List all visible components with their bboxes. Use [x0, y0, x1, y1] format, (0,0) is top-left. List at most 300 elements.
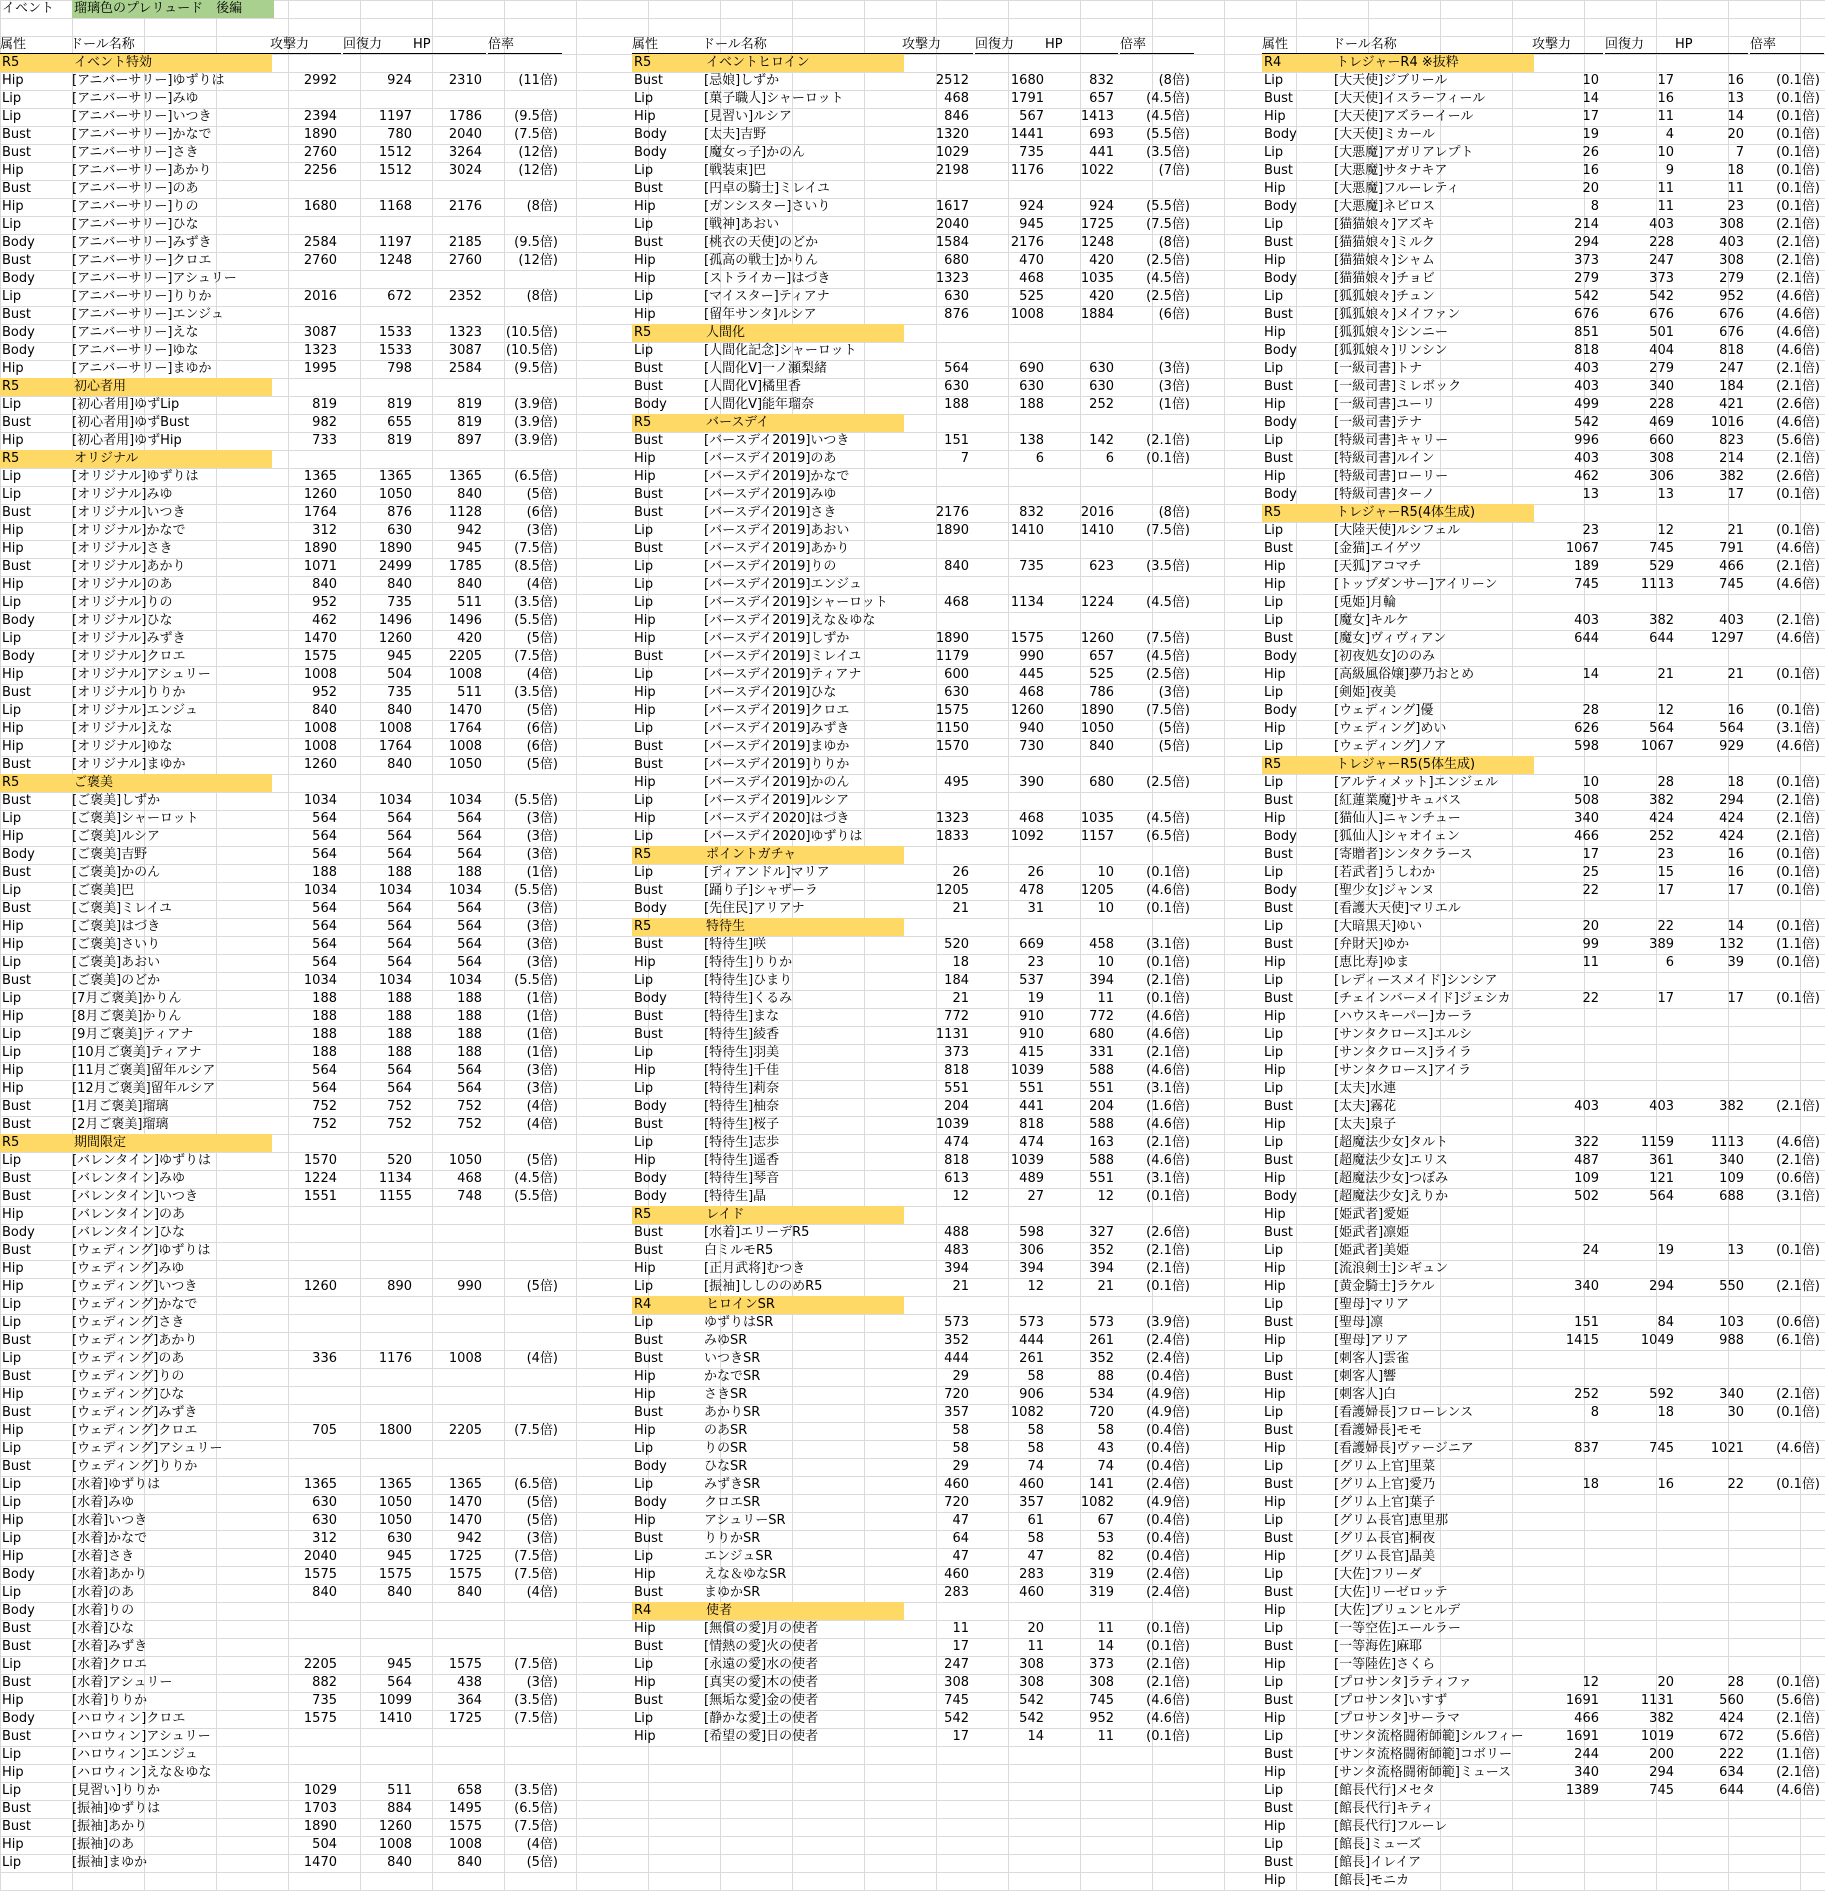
doll-name-cell[interactable]: [アニバーサリー]アシュリー	[72, 271, 237, 286]
recovery-cell[interactable]: 403	[1649, 217, 1674, 232]
multiplier-cell[interactable]	[490, 1386, 558, 1404]
attack-cell[interactable]: 818	[944, 1063, 969, 1078]
section-rarity-cell[interactable]: R4	[1262, 54, 1334, 72]
multiplier-cell[interactable]	[1752, 900, 1820, 918]
multiplier-cell[interactable]: (4倍)	[526, 667, 558, 682]
attack-cell[interactable]: 2256	[303, 163, 337, 178]
doll-name-cell[interactable]: [特級司書]ローリー	[1334, 469, 1449, 484]
recovery-cell[interactable]: 468	[1019, 685, 1044, 700]
hp-cell[interactable]: 247	[1719, 361, 1744, 376]
hp-cell[interactable]: 1575	[448, 1657, 482, 1672]
attack-cell[interactable]: 1764	[303, 505, 337, 520]
doll-name-cell[interactable]: [グリム長官]晶美	[1334, 1549, 1436, 1564]
attack-cell[interactable]: 1260	[303, 1279, 337, 1294]
doll-name-cell[interactable]: [2月ご褒美]瑠璃	[72, 1117, 169, 1132]
recovery-cell[interactable]: 6	[1665, 955, 1674, 970]
attribute-cell[interactable]: Bust	[2, 415, 32, 430]
doll-name-cell[interactable]: [1月ご褒美]瑠璃	[72, 1099, 169, 1114]
doll-name-cell[interactable]: [ウェディング]みゆ	[72, 1261, 185, 1276]
attribute-cell[interactable]: Lip	[634, 91, 654, 106]
doll-name-cell[interactable]: [バースデイ2019]りの	[704, 559, 837, 574]
multiplier-cell[interactable]: (5.5倍)	[514, 793, 558, 808]
doll-name-cell[interactable]: [アニバーサリー]あかり	[72, 163, 212, 178]
hp-cell[interactable]: 952	[1719, 289, 1744, 304]
recovery-cell[interactable]	[345, 1296, 412, 1314]
multiplier-cell[interactable]	[1752, 1602, 1820, 1620]
attribute-cell[interactable]: Bust	[2, 1099, 32, 1114]
hp-cell[interactable]	[1677, 1872, 1744, 1890]
doll-name-cell[interactable]: [ご褒美]吉野	[72, 847, 148, 862]
hp-cell[interactable]	[1677, 1350, 1744, 1368]
multiplier-cell[interactable]: (3.9倍)	[514, 397, 558, 412]
attack-cell[interactable]	[1534, 1566, 1599, 1584]
attack-cell[interactable]: 184	[944, 973, 969, 988]
recovery-cell[interactable]: 445	[1019, 667, 1044, 682]
attack-cell[interactable]: 1575	[303, 1567, 337, 1582]
attack-cell[interactable]: 403	[1574, 361, 1599, 376]
attack-cell[interactable]	[272, 1296, 337, 1314]
hp-cell[interactable]: 2205	[448, 1423, 482, 1438]
doll-name-cell[interactable]: [寄贈者]シンタクラース	[1334, 847, 1473, 862]
multiplier-cell[interactable]: (0.1倍)	[1776, 109, 1820, 124]
multiplier-cell[interactable]: (5倍)	[1158, 739, 1190, 754]
multiplier-cell[interactable]: (4.6倍)	[1146, 1153, 1190, 1168]
hp-cell[interactable]: 2584	[448, 361, 482, 376]
attack-cell[interactable]: 214	[1574, 217, 1599, 232]
recovery-cell[interactable]: 990	[1019, 649, 1044, 664]
doll-name-cell[interactable]: [一級司書]テナ	[1334, 415, 1423, 430]
recovery-cell[interactable]: 228	[1649, 397, 1674, 412]
recovery-cell[interactable]: 780	[387, 127, 412, 142]
doll-name-cell[interactable]: [バレンタイン]ひな	[72, 1225, 186, 1240]
hp-cell[interactable]: 103	[1719, 1315, 1744, 1330]
multiplier-cell[interactable]: (0.1倍)	[1776, 199, 1820, 214]
attribute-cell[interactable]: Bust	[1264, 901, 1294, 916]
doll-name-cell[interactable]: [特待生]ひまり	[704, 973, 793, 988]
multiplier-cell[interactable]: (3倍)	[526, 523, 558, 538]
multiplier-cell[interactable]: (5倍)	[526, 757, 558, 772]
recovery-cell[interactable]: 818	[1019, 1117, 1044, 1132]
multiplier-cell[interactable]: (0.1倍)	[1776, 775, 1820, 790]
attribute-cell[interactable]: Bust	[1264, 1153, 1294, 1168]
multiplier-cell[interactable]: (8倍)	[526, 199, 558, 214]
recovery-cell[interactable]: 19	[1657, 1243, 1674, 1258]
recovery-cell[interactable]	[345, 216, 412, 234]
attack-cell[interactable]: 10	[1582, 775, 1599, 790]
hp-cell[interactable]: 3264	[448, 145, 482, 160]
recovery-cell[interactable]: 21	[1657, 667, 1674, 682]
attack-cell[interactable]: 312	[312, 1531, 337, 1546]
doll-name-cell[interactable]: [水着]さき	[72, 1549, 135, 1564]
doll-name-cell[interactable]: [大佐]フリーダ	[1334, 1567, 1422, 1582]
hp-cell[interactable]: 1008	[448, 667, 482, 682]
attribute-cell[interactable]: Lip	[634, 559, 654, 574]
recovery-cell[interactable]: 564	[1649, 1189, 1674, 1204]
doll-name-cell[interactable]: りりかSR	[704, 1531, 761, 1546]
recovery-cell[interactable]	[977, 486, 1044, 504]
hp-cell[interactable]: 2352	[448, 289, 482, 304]
attack-cell[interactable]: 846	[944, 109, 969, 124]
hp-cell[interactable]	[1677, 1422, 1744, 1440]
multiplier-cell[interactable]: (3.1倍)	[1146, 1081, 1190, 1096]
attribute-cell[interactable]: Bust	[2, 757, 32, 772]
hp-cell[interactable]: 2760	[448, 253, 482, 268]
recovery-cell[interactable]: 1533	[378, 343, 412, 358]
attribute-cell[interactable]: Bust	[2, 1801, 32, 1816]
attack-cell[interactable]: 28	[1582, 703, 1599, 718]
hp-cell[interactable]: 1008	[448, 739, 482, 754]
hp-cell[interactable]	[1677, 1260, 1744, 1278]
attack-cell[interactable]	[272, 1458, 337, 1476]
hp-cell[interactable]: 1248	[1080, 235, 1114, 250]
attribute-cell[interactable]: Bust	[1264, 1369, 1294, 1384]
attribute-cell[interactable]: Hip	[2, 1261, 24, 1276]
attribute-cell[interactable]: Body	[2, 847, 35, 862]
hp-cell[interactable]: 630	[1089, 361, 1114, 376]
multiplier-cell[interactable]: (6倍)	[526, 505, 558, 520]
multiplier-cell[interactable]: (10.5倍)	[505, 325, 558, 340]
attribute-cell[interactable]: Hip	[2, 1009, 24, 1024]
doll-name-cell[interactable]: [バースデイ2019]まゆか	[704, 739, 850, 754]
attack-cell[interactable]: 488	[944, 1225, 969, 1240]
hp-cell[interactable]: 10	[1097, 901, 1114, 916]
multiplier-cell[interactable]: (3.5倍)	[1146, 559, 1190, 574]
doll-name-cell[interactable]: [ディアンドル]マリア	[704, 865, 830, 880]
recovery-cell[interactable]: 1050	[378, 487, 412, 502]
multiplier-cell[interactable]	[1752, 1638, 1820, 1656]
recovery-cell[interactable]: 11	[1657, 181, 1674, 196]
multiplier-cell[interactable]	[1752, 1224, 1820, 1242]
attack-cell[interactable]: 8	[1590, 199, 1599, 214]
hp-cell[interactable]: 23	[1727, 199, 1744, 214]
hp-cell[interactable]	[415, 1332, 482, 1350]
recovery-cell[interactable]: 1764	[378, 739, 412, 754]
recovery-cell[interactable]: 1410	[378, 1711, 412, 1726]
multiplier-cell[interactable]: (4倍)	[526, 1099, 558, 1114]
attack-cell[interactable]: 394	[944, 1261, 969, 1276]
hp-cell[interactable]: 132	[1719, 937, 1744, 952]
doll-name-cell[interactable]: [特待生]柚奈	[704, 1099, 780, 1114]
multiplier-cell[interactable]: (4倍)	[526, 577, 558, 592]
recovery-cell[interactable]: 1019	[1640, 1729, 1674, 1744]
attack-cell[interactable]: 308	[944, 1675, 969, 1690]
attribute-cell[interactable]: Hip	[634, 1729, 656, 1744]
hp-cell[interactable]: 819	[457, 415, 482, 430]
multiplier-cell[interactable]	[1752, 1584, 1820, 1602]
hp-cell[interactable]: 644	[1719, 1783, 1744, 1798]
doll-name-cell[interactable]: [ハロウィン]えな＆ゆな	[72, 1765, 212, 1780]
attribute-cell[interactable]: Bust	[634, 1585, 664, 1600]
doll-name-cell[interactable]: [狐仙人]シャオイェン	[1334, 829, 1460, 844]
attack-cell[interactable]	[1534, 1350, 1599, 1368]
attribute-cell[interactable]: Lip	[1264, 1621, 1284, 1636]
recovery-cell[interactable]: 1034	[378, 793, 412, 808]
recovery-cell[interactable]: 564	[387, 937, 412, 952]
attack-cell[interactable]: 630	[312, 1513, 337, 1528]
hp-cell[interactable]: 20	[1727, 127, 1744, 142]
attack-cell[interactable]: 551	[944, 1081, 969, 1096]
doll-name-cell[interactable]: [アニバーサリー]まゆか	[72, 361, 212, 376]
hp-cell[interactable]: 403	[1719, 235, 1744, 250]
cell-a1[interactable]: イベント	[2, 1, 55, 16]
attack-cell[interactable]: 14	[1582, 667, 1599, 682]
attribute-cell[interactable]: Lip	[634, 163, 654, 178]
attack-cell[interactable]: 1995	[303, 361, 337, 376]
attack-cell[interactable]: 252	[1574, 1387, 1599, 1402]
attack-cell[interactable]: 1575	[935, 703, 969, 718]
hp-cell[interactable]: 352	[1089, 1243, 1114, 1258]
hp-cell[interactable]: 17	[1727, 991, 1744, 1006]
attack-cell[interactable]: 952	[312, 595, 337, 610]
attribute-cell[interactable]: Lip	[1264, 1459, 1284, 1474]
recovery-cell[interactable]: 469	[1649, 415, 1674, 430]
hp-cell[interactable]	[1047, 756, 1114, 774]
multiplier-cell[interactable]: (2.1倍)	[1776, 793, 1820, 808]
multiplier-cell[interactable]	[1122, 756, 1190, 774]
multiplier-cell[interactable]	[490, 1440, 558, 1458]
hp-cell[interactable]: 2040	[448, 127, 482, 142]
multiplier-cell[interactable]: (2.1倍)	[1776, 1765, 1820, 1780]
multiplier-cell[interactable]	[1752, 1800, 1820, 1818]
hp-cell[interactable]: 14	[1727, 109, 1744, 124]
recovery-cell[interactable]: 529	[1649, 559, 1674, 574]
hp-cell[interactable]: 1113	[1710, 1135, 1744, 1150]
recovery-cell[interactable]	[345, 1314, 412, 1332]
doll-name-cell[interactable]: [人間化V]能年瑠奈	[704, 397, 815, 412]
attribute-cell[interactable]: Bust	[2, 1189, 32, 1204]
attack-cell[interactable]	[1534, 1062, 1599, 1080]
attribute-cell[interactable]: Hip	[1264, 1819, 1286, 1834]
hp-cell[interactable]: 1764	[448, 721, 482, 736]
attack-cell[interactable]: 352	[944, 1333, 969, 1348]
doll-name-cell[interactable]: あかりSR	[704, 1405, 761, 1420]
hp-cell[interactable]: 748	[457, 1189, 482, 1204]
recovery-cell[interactable]: 58	[1027, 1441, 1044, 1456]
attack-cell[interactable]: 403	[1574, 451, 1599, 466]
doll-name-cell[interactable]: [一等陸佐]さくら	[1334, 1657, 1436, 1672]
doll-name-cell[interactable]: [9月ご褒美]ティアナ	[72, 1027, 194, 1042]
doll-name-cell[interactable]: [金猫]エイゲツ	[1334, 541, 1422, 556]
attack-cell[interactable]: 564	[312, 937, 337, 952]
attack-cell[interactable]: 1029	[935, 145, 969, 160]
attribute-cell[interactable]: Bust	[634, 73, 664, 88]
hp-cell[interactable]: 676	[1719, 325, 1744, 340]
recovery-cell[interactable]: 573	[1019, 1315, 1044, 1330]
recovery-cell[interactable]	[1607, 1854, 1674, 1872]
attribute-cell[interactable]: Bust	[2, 1675, 32, 1690]
header-recovery[interactable]: 回復力	[975, 36, 1048, 54]
attack-cell[interactable]: 626	[1574, 721, 1599, 736]
attack-cell[interactable]: 26	[952, 865, 969, 880]
multiplier-cell[interactable]: (5.5倍)	[514, 1189, 558, 1204]
hp-cell[interactable]: 308	[1719, 253, 1744, 268]
recovery-cell[interactable]: 1575	[378, 1567, 412, 1582]
hp-cell[interactable]: 188	[457, 1009, 482, 1024]
attribute-cell[interactable]: Body	[2, 649, 35, 664]
header-multiplier[interactable]: 倍率	[1750, 36, 1824, 54]
hp-cell[interactable]: 720	[1089, 1405, 1114, 1420]
multiplier-cell[interactable]: (2.1倍)	[1776, 811, 1820, 826]
recovery-cell[interactable]	[1607, 1494, 1674, 1512]
recovery-cell[interactable]: 564	[387, 901, 412, 916]
recovery-cell[interactable]: 306	[1649, 469, 1674, 484]
doll-name-cell[interactable]: [館長代行]キティ	[1334, 1801, 1435, 1816]
recovery-cell[interactable]: 567	[1019, 109, 1044, 124]
attribute-cell[interactable]: Lip	[634, 973, 654, 988]
attack-cell[interactable]	[904, 756, 969, 774]
attribute-cell[interactable]: Hip	[2, 361, 24, 376]
recovery-cell[interactable]	[345, 1404, 412, 1422]
hp-cell[interactable]: 2310	[448, 73, 482, 88]
hp-cell[interactable]	[415, 1638, 482, 1656]
multiplier-cell[interactable]: (7.5倍)	[514, 541, 558, 556]
multiplier-cell[interactable]: (6.5倍)	[514, 1801, 558, 1816]
hp-cell[interactable]: 308	[1089, 1675, 1114, 1690]
hp-cell[interactable]: 534	[1089, 1387, 1114, 1402]
doll-name-cell[interactable]: [無垢な愛]金の使者	[704, 1693, 819, 1708]
doll-name-cell[interactable]: [マイスター]ティアナ	[704, 289, 830, 304]
hp-cell[interactable]: 403	[1719, 613, 1744, 628]
multiplier-cell[interactable]: (2.4倍)	[1146, 1567, 1190, 1582]
multiplier-cell[interactable]	[1752, 1116, 1820, 1134]
attribute-cell[interactable]: Lip	[2, 289, 22, 304]
recovery-cell[interactable]: 441	[1019, 1099, 1044, 1114]
recovery-cell[interactable]	[1607, 1008, 1674, 1026]
hp-cell[interactable]: 308	[1719, 217, 1744, 232]
multiplier-cell[interactable]: (8倍)	[1158, 235, 1190, 250]
doll-name-cell[interactable]: [アルティメット]エンジェル	[1334, 775, 1498, 790]
recovery-cell[interactable]: 470	[1019, 253, 1044, 268]
doll-name-cell[interactable]: [特待生]志歩	[704, 1135, 780, 1150]
multiplier-cell[interactable]: (8倍)	[526, 289, 558, 304]
multiplier-cell[interactable]: (4.6倍)	[1146, 1027, 1190, 1042]
recovery-cell[interactable]: 945	[387, 649, 412, 664]
recovery-cell[interactable]: 876	[387, 505, 412, 520]
multiplier-cell[interactable]	[1122, 576, 1190, 594]
attribute-cell[interactable]: Hip	[634, 307, 656, 322]
hp-cell[interactable]: 1786	[448, 109, 482, 124]
attack-cell[interactable]: 564	[944, 361, 969, 376]
doll-name-cell[interactable]: [水着]みゆ	[72, 1495, 135, 1510]
attribute-cell[interactable]: Bust	[2, 505, 32, 520]
recovery-cell[interactable]	[1607, 1260, 1674, 1278]
recovery-cell[interactable]: 16	[1657, 1477, 1674, 1492]
doll-name-cell[interactable]: 白ミルモR5	[704, 1243, 774, 1258]
attribute-cell[interactable]: Bust	[1264, 937, 1294, 952]
multiplier-cell[interactable]: (5.6倍)	[1776, 1693, 1820, 1708]
hp-cell[interactable]: 12	[1097, 1189, 1114, 1204]
attribute-cell[interactable]: Bust	[1264, 631, 1294, 646]
hp-cell[interactable]: 188	[457, 1027, 482, 1042]
recovery-cell[interactable]: 12	[1657, 523, 1674, 538]
multiplier-cell[interactable]: (2.1倍)	[1776, 451, 1820, 466]
doll-name-cell[interactable]: [バレンタイン]いつき	[72, 1189, 199, 1204]
attribute-cell[interactable]: Hip	[1264, 667, 1286, 682]
doll-name-cell[interactable]: [看護婦長]モモ	[1334, 1423, 1423, 1438]
multiplier-cell[interactable]	[1752, 1062, 1820, 1080]
recovery-cell[interactable]: 26	[1027, 865, 1044, 880]
section-title-cell[interactable]: 期間限定	[72, 1134, 272, 1152]
hp-cell[interactable]: 1323	[448, 325, 482, 340]
multiplier-cell[interactable]	[1752, 1530, 1820, 1548]
hp-cell[interactable]	[415, 1440, 482, 1458]
recovery-cell[interactable]	[1607, 1530, 1674, 1548]
attack-cell[interactable]: 1365	[303, 1477, 337, 1492]
recovery-cell[interactable]: 832	[1019, 505, 1044, 520]
multiplier-cell[interactable]: (5倍)	[526, 631, 558, 646]
attribute-cell[interactable]: Body	[2, 343, 35, 358]
attack-cell[interactable]: 247	[944, 1657, 969, 1672]
recovery-cell[interactable]	[1607, 1566, 1674, 1584]
hp-cell[interactable]: 988	[1719, 1333, 1744, 1348]
hp-cell[interactable]: 420	[1089, 289, 1114, 304]
recovery-cell[interactable]: 228	[1649, 235, 1674, 250]
attack-cell[interactable]: 312	[312, 523, 337, 538]
multiplier-cell[interactable]: (7.5倍)	[514, 1567, 558, 1582]
doll-name-cell[interactable]: [特待生]まな	[704, 1009, 780, 1024]
doll-name-cell[interactable]: アシュリーSR	[704, 1513, 786, 1528]
attribute-cell[interactable]: Body	[1264, 487, 1297, 502]
attribute-cell[interactable]: Bust	[2, 1171, 32, 1186]
doll-name-cell[interactable]: [ウェディング]かなで	[72, 1297, 198, 1312]
recovery-cell[interactable]: 660	[1649, 433, 1674, 448]
recovery-cell[interactable]: 564	[387, 811, 412, 826]
recovery-cell[interactable]	[1607, 1818, 1674, 1836]
attribute-cell[interactable]: Hip	[1264, 1207, 1286, 1222]
attribute-cell[interactable]: Lip	[2, 1531, 22, 1546]
multiplier-cell[interactable]	[1752, 1206, 1820, 1224]
attack-cell[interactable]	[904, 468, 969, 486]
recovery-cell[interactable]: 188	[387, 1027, 412, 1042]
hp-cell[interactable]: 82	[1097, 1549, 1114, 1564]
attack-cell[interactable]: 17	[952, 1729, 969, 1744]
attack-cell[interactable]: 403	[1574, 379, 1599, 394]
multiplier-cell[interactable]: (3倍)	[1158, 361, 1190, 376]
multiplier-cell[interactable]: (0.4倍)	[1146, 1369, 1190, 1384]
hp-cell[interactable]	[415, 1602, 482, 1620]
hp-cell[interactable]: 204	[1089, 1099, 1114, 1114]
multiplier-cell[interactable]: (2.1倍)	[1776, 1711, 1820, 1726]
multiplier-cell[interactable]: (9.5倍)	[514, 361, 558, 376]
multiplier-cell[interactable]	[490, 1728, 558, 1746]
recovery-cell[interactable]: 798	[387, 361, 412, 376]
recovery-cell[interactable]: 468	[1019, 811, 1044, 826]
multiplier-cell[interactable]	[1752, 1296, 1820, 1314]
recovery-cell[interactable]: 47	[1027, 1549, 1044, 1564]
recovery-cell[interactable]: 564	[387, 829, 412, 844]
attribute-cell[interactable]: Hip	[1264, 1261, 1286, 1276]
recovery-cell[interactable]	[345, 1764, 412, 1782]
recovery-cell[interactable]: 28	[1657, 775, 1674, 790]
attribute-cell[interactable]: Hip	[634, 451, 656, 466]
multiplier-cell[interactable]	[490, 1368, 558, 1386]
attribute-cell[interactable]: Hip	[1264, 955, 1286, 970]
attack-cell[interactable]	[904, 576, 969, 594]
attack-cell[interactable]: 58	[952, 1441, 969, 1456]
hp-cell[interactable]	[1677, 1566, 1744, 1584]
sheet-title[interactable]: 瑠璃色のプレリュード 後編	[72, 0, 274, 18]
hp-cell[interactable]: 1016	[1710, 415, 1744, 430]
attack-cell[interactable]: 468	[944, 595, 969, 610]
attribute-cell[interactable]: Bust	[2, 901, 32, 916]
attribute-cell[interactable]: Lip	[1264, 433, 1284, 448]
attack-cell[interactable]: 1365	[303, 469, 337, 484]
attack-cell[interactable]: 1470	[303, 1855, 337, 1870]
attribute-cell[interactable]: Lip	[1264, 1513, 1284, 1528]
doll-name-cell[interactable]: [振袖]あかり	[72, 1819, 148, 1834]
attribute-cell[interactable]: Lip	[634, 523, 654, 538]
attack-cell[interactable]	[272, 1602, 337, 1620]
